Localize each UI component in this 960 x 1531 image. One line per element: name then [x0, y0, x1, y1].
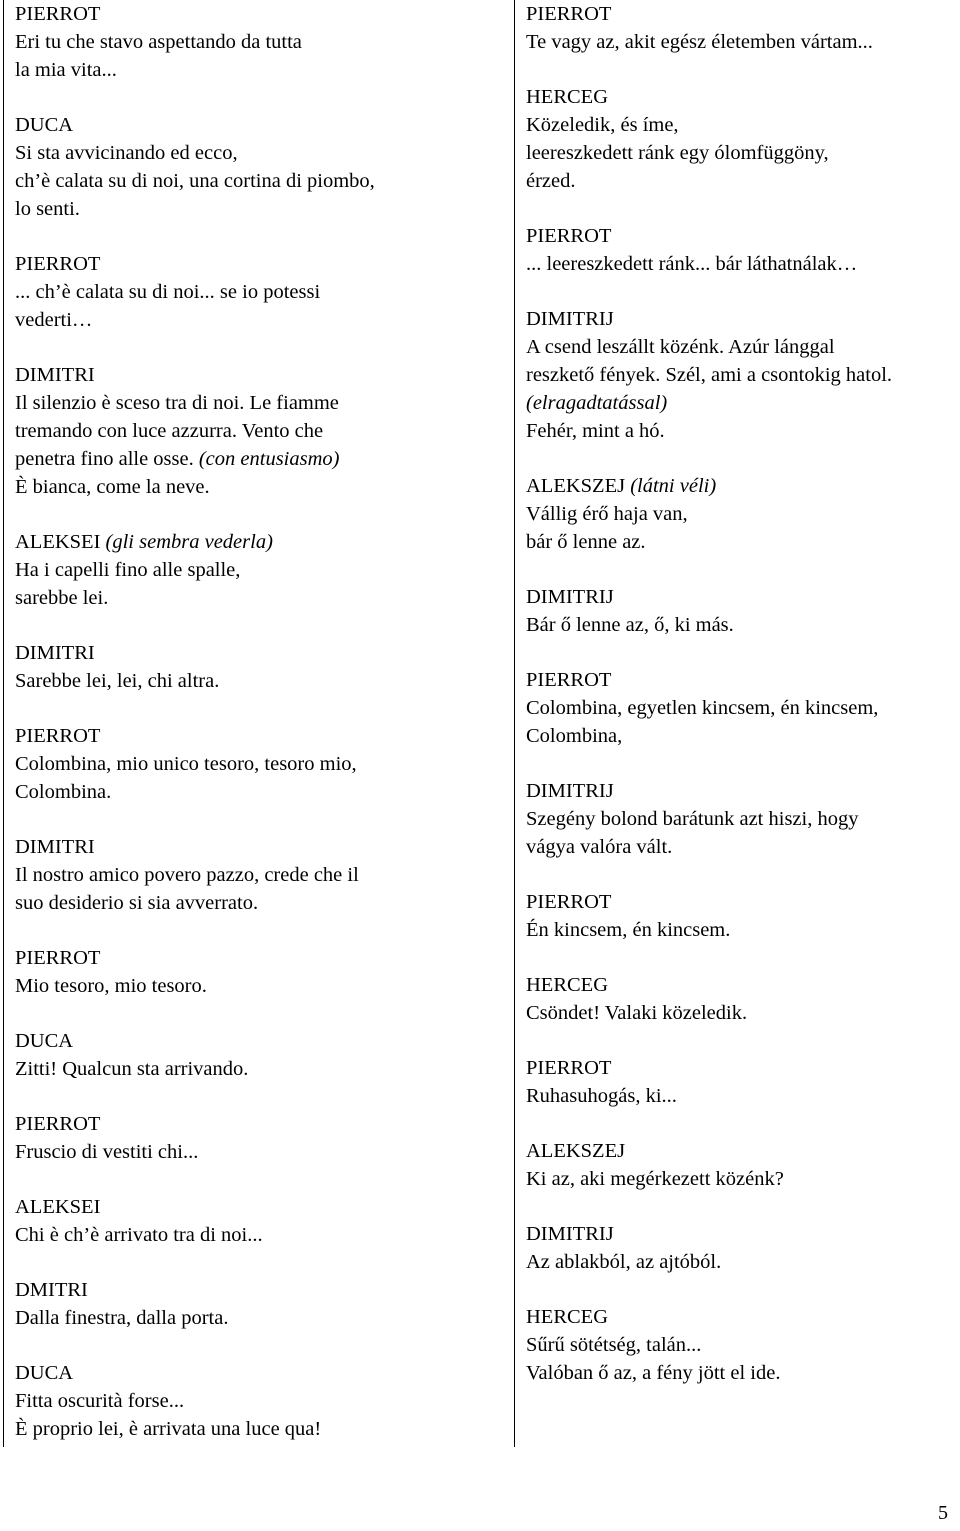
- speaker-name: [15, 111, 500, 139]
- left-margin-rule: [3, 0, 4, 1447]
- speaker-label: DIMITRIJ: [526, 780, 614, 802]
- dialogue-block: [15, 1027, 500, 1083]
- line-text: Az ablakból, az ajtóból.: [526, 1251, 722, 1273]
- dialogue-block: [526, 666, 960, 750]
- speaker-label: PIERROT: [526, 225, 612, 247]
- dialogue-block: [526, 1303, 960, 1387]
- speaker-name: [526, 583, 960, 611]
- speaker-label: DIMITRIJ: [526, 586, 614, 608]
- speaker-name: [526, 888, 960, 916]
- dialogue-block: [526, 0, 960, 56]
- line-text: vágya valóra vált.: [526, 836, 673, 858]
- line-text: Colombina,: [526, 725, 623, 747]
- hungarian-column: [526, 0, 960, 1414]
- dialogue-block: [15, 528, 500, 612]
- line-text: ... leereszkedett ránk... bár láthatnálak…: [526, 253, 858, 275]
- speaker-name: [526, 666, 960, 694]
- stage-direction: (con entusiasmo): [198, 448, 340, 470]
- speaker-label: DIMITRIJ: [526, 1223, 614, 1245]
- speaker-label: HERCEG: [526, 86, 608, 108]
- speaker-label: DUCA: [15, 1030, 74, 1052]
- dialogue-block: [15, 944, 500, 1000]
- line-text: lo senti.: [15, 198, 80, 220]
- line-text: Zitti! Qualcun sta arrivando.: [15, 1058, 249, 1080]
- line-text: Il nostro amico povero pazzo, crede che il: [15, 864, 359, 886]
- dialogue-line: [15, 584, 500, 612]
- speaker-name: [526, 1054, 960, 1082]
- speaker-name: [15, 528, 500, 556]
- dialogue-line: [526, 167, 960, 195]
- line-text: sarebbe lei.: [15, 587, 109, 609]
- speaker-name: [526, 1137, 960, 1165]
- dialogue-line: [526, 916, 960, 944]
- dialogue-line: [15, 1304, 500, 1332]
- dialogue-line: [15, 556, 500, 584]
- speaker-label: HERCEG: [526, 974, 608, 996]
- dialogue-block: [15, 1193, 500, 1249]
- speaker-name: [15, 722, 500, 750]
- dialogue-line: [526, 28, 960, 56]
- line-text: Si sta avvicinando ed ecco,: [15, 142, 238, 164]
- line-text: Il silenzio è sceso tra di noi. Le fiamme: [15, 392, 339, 414]
- stage-direction: (látni véli): [630, 475, 717, 497]
- line-text: Csöndet! Valaki közeledik.: [526, 1002, 748, 1024]
- dialogue-line: [15, 1055, 500, 1083]
- line-text: Sarebbe lei, lei, chi altra.: [15, 670, 220, 692]
- speaker-label: PIERROT: [526, 1057, 612, 1079]
- line-text: Vállig érő haja van,: [526, 503, 688, 525]
- dialogue-line: [526, 694, 960, 722]
- speaker-label: DIMITRI: [15, 364, 95, 386]
- line-text: Ha i capelli fino alle spalle,: [15, 559, 241, 581]
- dialogue-block: [15, 0, 500, 84]
- speaker-name: [526, 472, 960, 500]
- speaker-label: ALEKSEI: [15, 1196, 101, 1218]
- dialogue-line: [526, 1165, 960, 1193]
- dialogue-line: [15, 750, 500, 778]
- dialogue-line: [526, 833, 960, 861]
- line-text: Mio tesoro, mio tesoro.: [15, 975, 207, 997]
- dialogue-line: [15, 972, 500, 1000]
- dialogue-line: [526, 250, 960, 278]
- dialogue-block: [526, 1220, 960, 1276]
- line-text: Colombina, egyetlen kincsem, én kincsem,: [526, 697, 879, 719]
- line-text: È proprio lei, è arrivata una luce qua!: [15, 1418, 322, 1440]
- dialogue-line: [15, 1387, 500, 1415]
- dialogue-block: [15, 250, 500, 334]
- speaker-label: DIMITRI: [15, 836, 95, 858]
- dialogue-line: [15, 306, 500, 334]
- dialogue-block: [526, 222, 960, 278]
- dialogue-block: [15, 639, 500, 695]
- dialogue-block: [526, 83, 960, 195]
- line-text: Dalla finestra, dalla porta.: [15, 1307, 229, 1329]
- dialogue-line: [15, 778, 500, 806]
- line-text: Fruscio di vestiti chi...: [15, 1141, 199, 1163]
- dialogue-block: [526, 472, 960, 556]
- speaker-name: [15, 1276, 500, 1304]
- speaker-label: ALEKSZEJ: [526, 475, 626, 497]
- dialogue-line: [15, 417, 500, 445]
- speaker-label: PIERROT: [15, 725, 101, 747]
- dialogue-block: [526, 305, 960, 445]
- speaker-name: [526, 971, 960, 999]
- dialogue-line: [15, 167, 500, 195]
- line-text: leereszkedett ránk egy ólomfüggöny,: [526, 142, 829, 164]
- speaker-name: [15, 1359, 500, 1387]
- line-text: érzed.: [526, 170, 576, 192]
- dialogue-line: [526, 139, 960, 167]
- dialogue-line: [15, 667, 500, 695]
- speaker-label: DIMITRIJ: [526, 308, 614, 330]
- dialogue-block: [526, 888, 960, 944]
- speaker-name: [15, 1193, 500, 1221]
- speaker-label: ALEKSEI: [15, 531, 101, 553]
- line-text: bár ő lenne az.: [526, 531, 646, 553]
- line-text: Valóban ő az, a fény jött el ide.: [526, 1362, 781, 1384]
- dialogue-line: [15, 445, 500, 473]
- line-text: Közeledik, és íme,: [526, 114, 679, 136]
- line-text: Eri tu che stavo aspettando da tutta: [15, 31, 302, 53]
- page-number: 5: [938, 1502, 948, 1524]
- line-text: ch’è calata su di noi, una cortina di piombo,: [15, 170, 375, 192]
- line-text: Colombina, mio unico tesoro, tesoro mio,: [15, 753, 357, 775]
- dialogue-line: [15, 389, 500, 417]
- dialogue-line: [526, 999, 960, 1027]
- dialogue-line: [526, 528, 960, 556]
- speaker-label: PIERROT: [15, 3, 101, 25]
- speaker-name: [526, 1220, 960, 1248]
- dialogue-block: [526, 971, 960, 1027]
- dialogue-line: [526, 1082, 960, 1110]
- dialogue-line: [526, 611, 960, 639]
- dialogue-block: [15, 833, 500, 917]
- line-text: Fitta oscurità forse...: [15, 1390, 185, 1412]
- line-text: Sűrű sötétség, talán...: [526, 1334, 702, 1356]
- speaker-name: [15, 361, 500, 389]
- dialogue-line: [15, 278, 500, 306]
- dialogue-line: [526, 500, 960, 528]
- line-text: Én kincsem, én kincsem.: [526, 919, 731, 941]
- speaker-name: [526, 0, 960, 28]
- dialogue-line: [526, 389, 960, 417]
- dialogue-line: [526, 1359, 960, 1387]
- dialogue-line: [15, 861, 500, 889]
- dialogue-line: [15, 1138, 500, 1166]
- dialogue-block: [15, 111, 500, 223]
- speaker-label: HERCEG: [526, 1306, 608, 1328]
- speaker-label: PIERROT: [15, 947, 101, 969]
- dialogue-block: [15, 361, 500, 501]
- line-text: ... ch’è calata su di noi... se io potessi: [15, 281, 321, 303]
- line-text: tremando con luce azzurra. Vento che: [15, 420, 324, 442]
- dialogue-line: [15, 473, 500, 501]
- speaker-name: [526, 777, 960, 805]
- speaker-label: PIERROT: [526, 3, 612, 25]
- speaker-label: DIMITRI: [15, 642, 95, 664]
- speaker-name: [526, 1303, 960, 1331]
- speaker-name: [15, 1027, 500, 1055]
- speaker-name: [526, 305, 960, 333]
- dialogue-line: [15, 1221, 500, 1249]
- speaker-label: ALEKSZEJ: [526, 1140, 626, 1162]
- speaker-label: DUCA: [15, 1362, 74, 1384]
- dialogue-line: [526, 333, 960, 361]
- dialogue-block: [15, 1110, 500, 1166]
- line-text: Bár ő lenne az, ő, ki más.: [526, 614, 734, 636]
- line-text: Fehér, mint a hó.: [526, 420, 665, 442]
- dialogue-block: [15, 722, 500, 806]
- speaker-label: DUCA: [15, 114, 74, 136]
- line-text: Chi è ch’è arrivato tra di noi...: [15, 1224, 263, 1246]
- dialogue-line: [15, 1415, 500, 1443]
- speaker-name: [526, 222, 960, 250]
- italian-column: [15, 0, 500, 1470]
- dialogue-line: [526, 417, 960, 445]
- dialogue-line: [526, 1248, 960, 1276]
- line-text: Ruhasuhogás, ki...: [526, 1085, 677, 1107]
- line-text: È bianca, come la neve.: [15, 476, 210, 498]
- speaker-label: DMITRI: [15, 1279, 88, 1301]
- dialogue-line: [15, 139, 500, 167]
- speaker-name: [15, 944, 500, 972]
- line-text: vederti…: [15, 309, 93, 331]
- dialogue-block: [15, 1276, 500, 1332]
- line-text: la mia vita...: [15, 59, 117, 81]
- speaker-label: PIERROT: [15, 1113, 101, 1135]
- speaker-label: PIERROT: [526, 891, 612, 913]
- line-text: Szegény bolond barátunk azt hiszi, hogy: [526, 808, 859, 830]
- line-text: Ki az, aki megérkezett közénk?: [526, 1168, 784, 1190]
- dialogue-line: [526, 361, 960, 389]
- dialogue-line: [526, 722, 960, 750]
- speaker-name: [15, 250, 500, 278]
- speaker-name: [526, 83, 960, 111]
- speaker-name: [15, 0, 500, 28]
- line-text: reszkető fények. Szél, ami a csontokig hatol.: [526, 364, 893, 386]
- speaker-name: [15, 639, 500, 667]
- dialogue-block: [526, 777, 960, 861]
- dialogue-block: [526, 1137, 960, 1193]
- line-text: Colombina.: [15, 781, 112, 803]
- dialogue-line: [15, 889, 500, 917]
- speaker-name: [15, 1110, 500, 1138]
- dialogue-line: [15, 56, 500, 84]
- dialogue-block: [526, 1054, 960, 1110]
- dialogue-line: [15, 195, 500, 223]
- dialogue-line: [526, 111, 960, 139]
- dialogue-block: [526, 583, 960, 639]
- line-text: Te vagy az, akit egész életemben vártam...: [526, 31, 873, 53]
- dialogue-line: [526, 805, 960, 833]
- line-text: A csend leszállt közénk. Azúr lánggal: [526, 336, 835, 358]
- dialogue-line: [15, 28, 500, 56]
- line-text: penetra fino alle osse.: [15, 448, 199, 470]
- dialogue-line: [526, 1331, 960, 1359]
- stage-direction: (elragadtatással): [526, 392, 668, 414]
- right-margin-rule: [514, 0, 515, 1447]
- speaker-label: PIERROT: [526, 669, 612, 691]
- speaker-label: PIERROT: [15, 253, 101, 275]
- stage-direction: (gli sembra vederla): [105, 531, 273, 553]
- dialogue-block: [15, 1359, 500, 1443]
- speaker-name: [15, 833, 500, 861]
- line-text: suo desiderio si sia avverrato.: [15, 892, 259, 914]
